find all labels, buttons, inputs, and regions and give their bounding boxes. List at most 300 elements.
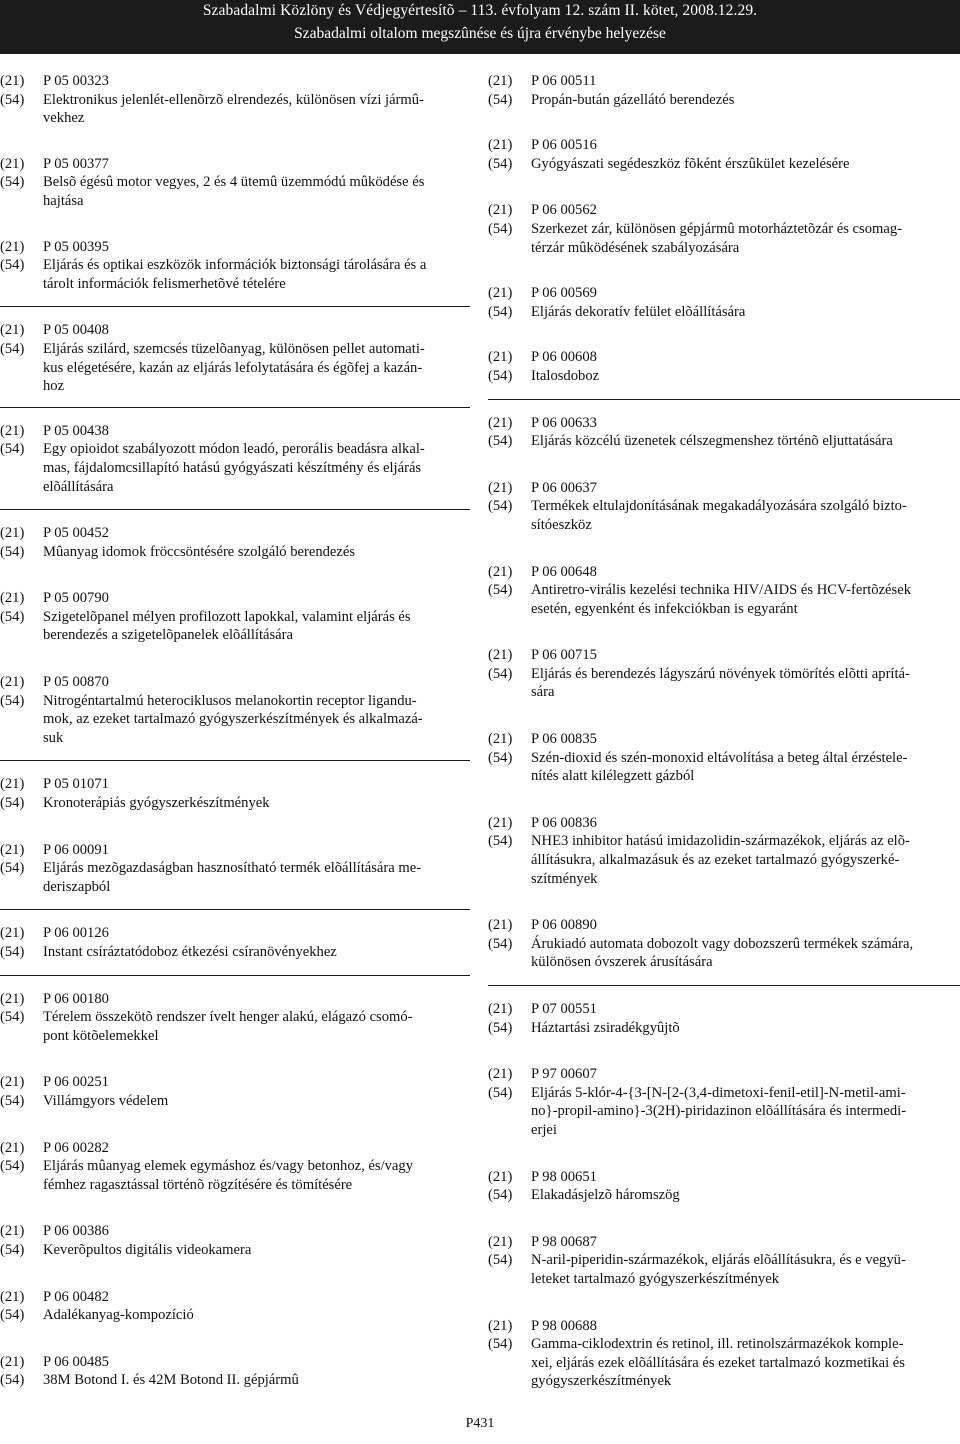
title-code: (54) xyxy=(0,692,25,709)
patent-entry xyxy=(0,321,470,407)
application-number: P 98 00688 xyxy=(531,1317,597,1334)
app-number-code: (21) xyxy=(0,525,25,542)
patent-title-line: Háztartási zsiradékgyûjtõ xyxy=(531,1019,680,1036)
title-code: (54) xyxy=(0,1241,25,1258)
app-number-code: (21) xyxy=(488,731,513,748)
entry-row xyxy=(488,155,960,174)
title-code: (54) xyxy=(0,543,25,560)
app-number-code: (21) xyxy=(0,776,25,793)
indent xyxy=(488,1121,531,1140)
app-number-code: (21) xyxy=(0,73,25,89)
entry-row xyxy=(488,749,960,768)
application-number: P 06 00126 xyxy=(43,925,109,942)
indent xyxy=(0,275,43,294)
indent xyxy=(0,710,43,729)
patent-title-line: hajtása xyxy=(43,192,84,209)
app-number-code: (21) xyxy=(488,1233,513,1250)
entry-row xyxy=(0,524,470,543)
entry-row xyxy=(0,1176,470,1195)
section-title: Szabadalmi oltalom megszûnése és újra érvénybe helyezése xyxy=(294,25,666,42)
app-number-code: (21) xyxy=(488,285,513,302)
patent-entry xyxy=(0,155,470,211)
application-number: P 06 00282 xyxy=(43,1139,109,1156)
patent-entry xyxy=(488,1065,960,1139)
title-code: (54) xyxy=(0,1307,25,1324)
entry-row xyxy=(488,1000,960,1019)
patent-entry xyxy=(0,589,470,645)
indent xyxy=(0,1027,43,1046)
indent xyxy=(488,239,531,258)
page-header xyxy=(0,0,960,54)
right-column xyxy=(488,72,960,1391)
app-number-code: (21) xyxy=(0,422,25,439)
application-number: P 05 00323 xyxy=(43,73,109,89)
entry-row xyxy=(488,916,960,935)
entry-row xyxy=(488,1354,960,1373)
title-code: (54) xyxy=(488,220,513,237)
patent-entry xyxy=(488,414,960,451)
entry-row xyxy=(0,608,470,627)
entry-row xyxy=(0,478,470,497)
patent-title-line: leteket tartalmazó gyógyszerkészítmények xyxy=(531,1270,779,1287)
indent xyxy=(0,192,43,211)
patent-title-line: Nitrogéntartalmú heterociklusos melanokortin receptor ligandu- xyxy=(43,692,417,709)
page-number: P431 xyxy=(465,1416,495,1431)
indent xyxy=(488,870,531,889)
entry-row xyxy=(0,91,470,110)
patent-title-line: tárolt információk felismerhetõvé tételére xyxy=(43,275,286,292)
app-number-code: (21) xyxy=(488,917,513,934)
title-code: (54) xyxy=(0,174,25,191)
patent-title-line: Eljárás dekoratív felület elõállítására xyxy=(531,303,746,320)
patent-entry xyxy=(0,238,470,308)
patent-entry xyxy=(488,479,960,535)
app-number-code: (21) xyxy=(488,647,513,664)
title-code: (54) xyxy=(488,935,513,952)
title-code: (54) xyxy=(488,1019,513,1036)
journal-title: Szabadalmi Közlöny és Védjegyértesítõ – 113. évfolyam 12. szám II. kötet, 2008.12.29. xyxy=(202,2,758,19)
indent xyxy=(0,1176,43,1195)
entry-row xyxy=(488,239,960,258)
title-code: (54) xyxy=(0,944,25,960)
application-number: P 06 00091 xyxy=(43,841,109,858)
entry-row xyxy=(0,256,470,275)
patent-title-line: Kronoterápiás gyógyszerkészítmények xyxy=(43,795,270,812)
patent-title-line: Egy opioidot szabályozott módon leadó, perorális beadásra alkal- xyxy=(43,441,425,458)
entry-row xyxy=(0,321,470,340)
application-number: P 05 00408 xyxy=(43,322,109,339)
application-number: P 06 00890 xyxy=(531,917,597,934)
indent xyxy=(0,359,43,378)
entry-row xyxy=(488,1102,960,1121)
patent-title-line: Szerkezet zár, különösen gépjármû motorháztetõzár és csomag- xyxy=(531,220,902,237)
app-number-code: (21) xyxy=(0,674,25,691)
entry-row xyxy=(0,238,470,257)
entry-row xyxy=(488,1186,960,1205)
patent-title-line: térzár mûködésének szabályozására xyxy=(531,239,740,256)
entry-row xyxy=(0,710,470,729)
application-number: P 05 00377 xyxy=(43,155,109,172)
app-number-code: (21) xyxy=(0,990,25,1007)
title-code: (54) xyxy=(488,303,513,320)
indent xyxy=(0,626,43,645)
title-code: (54) xyxy=(488,1187,513,1204)
entry-row xyxy=(0,459,470,478)
app-number-code: (21) xyxy=(0,238,25,255)
patent-title-line: hoz xyxy=(43,378,65,395)
indent xyxy=(488,1102,531,1121)
indent xyxy=(0,478,43,497)
entry-row xyxy=(0,173,470,192)
application-number: P 05 00452 xyxy=(43,525,109,542)
entry-row xyxy=(0,673,470,692)
patent-title-line: 38M Botond I. és 42M Botond II. gépjármû xyxy=(43,1372,299,1389)
patent-title-line: sára xyxy=(531,684,555,701)
entry-row xyxy=(488,1317,960,1336)
entry-row xyxy=(488,563,960,582)
entry-row xyxy=(0,192,470,211)
title-code: (54) xyxy=(488,582,513,599)
entry-row xyxy=(0,794,470,813)
application-number: P 06 00715 xyxy=(531,647,597,664)
application-number: P 06 00633 xyxy=(531,414,597,431)
entry-row xyxy=(488,935,960,954)
indent xyxy=(0,109,43,128)
patent-entry xyxy=(488,1000,960,1037)
entry-row xyxy=(488,1019,960,1038)
patent-title-line: Szén-dioxid és szén-monoxid eltávolítása a beteg által érzéstele- xyxy=(531,749,908,766)
entry-row xyxy=(488,516,960,535)
app-number-code: (21) xyxy=(0,841,25,858)
app-number-code: (21) xyxy=(488,349,513,366)
title-code: (54) xyxy=(488,155,513,172)
entry-row xyxy=(0,1353,470,1372)
entry-row xyxy=(488,479,960,498)
patent-title-line: Szigetelõpanel mélyen profilozott lapokkal, valamint eljárás és xyxy=(43,608,411,625)
entry-row xyxy=(0,1371,470,1390)
patent-title-line: Eljárás mezõgazdaságban hasznosítható termék elõállítására me- xyxy=(43,860,422,877)
entry-row xyxy=(0,377,470,396)
entry-row xyxy=(0,543,470,562)
patent-entry xyxy=(488,916,960,986)
patent-title-line: mok, az ezeket tartalmazó gyógyszerkészítmények és alkalmazá- xyxy=(43,711,423,728)
patent-entry xyxy=(488,563,960,619)
patent-entry xyxy=(0,1222,470,1259)
title-code: (54) xyxy=(0,441,25,458)
entry-row xyxy=(488,1168,960,1187)
patent-entry xyxy=(0,72,470,128)
entry-row xyxy=(0,589,470,608)
app-number-code: (21) xyxy=(0,1223,25,1240)
application-number: P 07 00551 xyxy=(531,1001,597,1017)
title-code: (54) xyxy=(488,833,513,850)
patent-title-line: állításukra, alkalmazásuk és az ezeket tartalmazó gyógyszerké- xyxy=(531,852,900,869)
patent-title-line: különösen óvszerek árusítására xyxy=(531,954,713,971)
application-number: P 06 00562 xyxy=(531,202,597,219)
entry-row xyxy=(488,953,960,972)
entry-row xyxy=(488,432,960,451)
entry-row xyxy=(0,1241,470,1260)
patent-title-line: Italosdoboz xyxy=(531,367,600,384)
patent-title-line: no}-propil-amino}-3(2H)-piridazinon elõállítására és intermedi- xyxy=(531,1103,907,1120)
indent xyxy=(488,1372,531,1391)
entry-row xyxy=(488,851,960,870)
entry-row xyxy=(0,72,470,91)
application-number: P 06 00569 xyxy=(531,285,597,302)
patent-title-line: NHE3 inhibitor hatású imidazolidin-származékok, eljárás az elõ- xyxy=(531,833,910,850)
application-number: P 05 00870 xyxy=(43,674,109,691)
title-code: (54) xyxy=(0,860,25,877)
patent-title-line: Propán-bután gázellátó berendezés xyxy=(531,91,735,108)
app-number-code: (21) xyxy=(488,1168,513,1185)
entry-row xyxy=(488,72,960,91)
patent-title-line: suk xyxy=(43,729,64,746)
entry-row xyxy=(488,683,960,702)
patent-entry xyxy=(0,1139,470,1195)
app-number-code: (21) xyxy=(0,1353,25,1370)
app-number-code: (21) xyxy=(488,202,513,219)
app-number-code: (21) xyxy=(488,814,513,831)
entry-row xyxy=(488,814,960,833)
patent-entry xyxy=(488,814,960,888)
entry-row xyxy=(0,440,470,459)
patent-title-line: Árukiadó automata dobozolt vagy dobozszerû termékek számára, xyxy=(531,935,914,952)
patent-title-line: Belsõ égésû motor vegyes, 2 és 4 ütemû üzemmódú mûködése és xyxy=(43,174,425,191)
entry-row xyxy=(0,1157,470,1176)
patent-entry xyxy=(0,1073,470,1110)
application-number: P 98 00687 xyxy=(531,1233,597,1250)
app-number-code: (21) xyxy=(488,563,513,580)
patent-title-line: Eljárás és berendezés lágyszárú növények tömörítés elõtti aprítá- xyxy=(531,665,910,682)
entry-row xyxy=(0,626,470,645)
patent-title-line: szítmények xyxy=(531,870,598,887)
entry-row xyxy=(0,340,470,359)
patent-entry xyxy=(0,841,470,911)
title-code: (54) xyxy=(488,1336,513,1353)
application-number: P 06 00251 xyxy=(43,1074,109,1091)
patent-title-line: Gamma-ciklodextrin és retinol, ill. retinolszármazékok komple- xyxy=(531,1336,904,1353)
entry-row xyxy=(488,832,960,851)
entry-row xyxy=(488,91,960,110)
patent-title-line: Gyógyászati segédeszköz fõként érszûkület kezelésére xyxy=(531,155,850,172)
patent-title-line: pont kötõelemekkel xyxy=(43,1027,159,1044)
patent-title-line: Villámgyors védelem xyxy=(43,1092,169,1109)
patent-entry xyxy=(488,136,960,173)
patent-title-line: deriszapból xyxy=(43,878,111,895)
application-number: P 97 00607 xyxy=(531,1066,597,1083)
patent-title-line: Adalékanyag-kompozíció xyxy=(43,1307,194,1324)
patent-title-line: gyógyszerkészítmények xyxy=(531,1373,672,1390)
entry-row xyxy=(0,1027,470,1046)
entry-row xyxy=(0,1306,470,1325)
entry-row xyxy=(488,1372,960,1391)
patent-title-line: Elakadásjelzõ háromszög xyxy=(531,1187,680,1204)
patent-title-line: elõállítására xyxy=(43,478,114,495)
entry-row xyxy=(488,1084,960,1103)
patent-title-line: Eljárás 5-klór-4-{3-[N-[2-(3,4-dimetoxi-fenil-etil]-N-metil-ami- xyxy=(531,1084,906,1101)
application-number: P 06 00836 xyxy=(531,814,597,831)
app-number-code: (21) xyxy=(0,925,25,942)
indent xyxy=(0,377,43,396)
patent-title-line: Eljárás és optikai eszközök információk biztonsági tárolására és a xyxy=(43,257,427,274)
entry-row xyxy=(488,367,960,386)
application-number: P 06 00511 xyxy=(531,73,597,89)
entry-row xyxy=(0,1222,470,1241)
patent-title-line: Eljárás közcélú üzenetek célszegmenshez történõ eljuttatására xyxy=(531,433,893,450)
entry-row xyxy=(0,155,470,174)
entry-row xyxy=(488,1251,960,1270)
entry-row xyxy=(488,201,960,220)
entry-row xyxy=(488,220,960,239)
patent-title-line: Antiretro-virális kezelési technika HIV/AIDS és HCV-fertõzések xyxy=(531,582,911,599)
patent-title-line: N-aril-piperidin-származékok, eljárás elõállításukra, és e vegyü- xyxy=(531,1252,906,1269)
entry-row xyxy=(0,859,470,878)
indent xyxy=(0,878,43,897)
app-number-code: (21) xyxy=(488,414,513,431)
application-number: P 05 00395 xyxy=(43,238,109,255)
title-code: (54) xyxy=(0,257,25,274)
app-number-code: (21) xyxy=(488,73,513,89)
title-code: (54) xyxy=(0,1372,25,1389)
entry-row xyxy=(0,990,470,1009)
patent-entry xyxy=(0,524,470,561)
patent-title-line: fémhez ragasztással történõ rögzítésére és tömítésére xyxy=(43,1176,353,1193)
patent-title-line: Eljárás mûanyag elemek egymáshoz és/vagy betonhoz, és/vagy xyxy=(43,1158,413,1175)
title-code: (54) xyxy=(488,1084,513,1101)
patent-title-line: nítés alatt kilélegzett gázból xyxy=(531,768,695,785)
patent-title-line: vekhez xyxy=(43,110,85,127)
app-number-code: (21) xyxy=(488,1317,513,1334)
patent-entry xyxy=(0,422,470,510)
patent-title-line: mas, fájdalomcsillapító hatású gyógyászati készítmény és eljárás xyxy=(43,459,422,476)
app-number-code: (21) xyxy=(488,1001,513,1017)
patent-entry xyxy=(0,1353,470,1390)
entry-row xyxy=(0,1092,470,1111)
entry-row xyxy=(0,1073,470,1092)
app-number-code: (21) xyxy=(0,1139,25,1156)
entry-row xyxy=(0,359,470,378)
patent-entry xyxy=(488,1317,960,1391)
patent-entry xyxy=(0,990,470,1046)
patent-entry xyxy=(488,646,960,702)
entry-row xyxy=(0,275,470,294)
entry-row xyxy=(488,136,960,155)
indent xyxy=(488,516,531,535)
entry-row xyxy=(488,1121,960,1140)
patent-title-line: berendezés a szigetelõpanelek elõállítására xyxy=(43,627,293,644)
entry-row xyxy=(0,729,470,748)
entry-row xyxy=(0,943,470,962)
entry-row xyxy=(488,303,960,322)
patent-title-line: Mûanyag idomok fröccsöntésére szolgáló berendezés xyxy=(43,543,356,560)
patent-title-line: xei, eljárás ezek elõállítására és ezeket tartalmazó kozmetikai és xyxy=(531,1354,905,1371)
patent-title-line: Termékek eltulajdonításának megakadályozására szolgáló bizto- xyxy=(531,498,907,515)
indent xyxy=(488,851,531,870)
title-code: (54) xyxy=(488,1252,513,1269)
entry-row xyxy=(488,414,960,433)
application-number: P 98 00651 xyxy=(531,1168,597,1185)
entry-row xyxy=(488,497,960,516)
application-number: P 06 00485 xyxy=(43,1353,109,1370)
title-code: (54) xyxy=(0,1092,25,1109)
patent-entry xyxy=(488,348,960,399)
entry-row xyxy=(0,1139,470,1158)
app-number-code: (21) xyxy=(488,479,513,496)
entry-row xyxy=(488,1233,960,1252)
entry-row xyxy=(0,1288,470,1307)
patent-entry xyxy=(0,775,470,812)
entry-row xyxy=(0,109,470,128)
indent xyxy=(488,1270,531,1289)
app-number-code: (21) xyxy=(0,590,25,607)
application-number: P 05 00790 xyxy=(43,590,109,607)
patent-entry xyxy=(0,1288,470,1325)
indent xyxy=(488,683,531,702)
title-code: (54) xyxy=(0,91,25,108)
patent-title-line: esetén, egyenként és infekciókban is egyaránt xyxy=(531,600,798,617)
patent-title-line: sítóeszköz xyxy=(531,516,592,533)
title-code: (54) xyxy=(488,749,513,766)
application-number: P 05 01071 xyxy=(43,776,109,793)
application-number: P 06 00386 xyxy=(43,1223,109,1240)
app-number-code: (21) xyxy=(0,322,25,339)
title-code: (54) xyxy=(0,795,25,812)
entry-row xyxy=(488,348,960,367)
entry-row xyxy=(0,878,470,897)
indent xyxy=(488,600,531,619)
patent-entry xyxy=(488,730,960,786)
patent-entry xyxy=(488,1233,960,1289)
patent-title-line: Elektronikus jelenlét-ellenõrzõ elrendezés, különösen vízi jármû- xyxy=(43,91,424,108)
app-number-code: (21) xyxy=(0,1074,25,1091)
title-code: (54) xyxy=(488,498,513,515)
application-number: P 06 00835 xyxy=(531,731,597,748)
entry-row xyxy=(488,767,960,786)
entry-row xyxy=(488,1335,960,1354)
entry-row xyxy=(0,1008,470,1027)
patent-entry xyxy=(488,201,960,257)
app-number-code: (21) xyxy=(488,1066,513,1083)
entry-row xyxy=(488,1270,960,1289)
application-number: P 05 00438 xyxy=(43,422,109,439)
entry-row xyxy=(0,775,470,794)
entry-row xyxy=(488,646,960,665)
application-number: P 06 00648 xyxy=(531,563,597,580)
app-number-code: (21) xyxy=(488,137,513,154)
title-code: (54) xyxy=(488,665,513,682)
entry-row xyxy=(488,665,960,684)
patent-entry xyxy=(488,72,960,109)
patent-title-line: erjei xyxy=(531,1121,557,1138)
title-code: (54) xyxy=(488,433,513,450)
entry-row xyxy=(488,600,960,619)
entry-row xyxy=(0,692,470,711)
entry-row xyxy=(488,730,960,749)
entry-row xyxy=(488,870,960,889)
entry-row xyxy=(0,841,470,860)
patent-title-line: kus elégetésére, kazán az eljárás lefolytatására és égõfej a kazán- xyxy=(43,359,423,376)
patent-title-line: Térelem összekötõ rendszer ívelt henger alakú, elágazó csomó- xyxy=(43,1009,413,1026)
app-number-code: (21) xyxy=(0,155,25,172)
title-code: (54) xyxy=(0,1158,25,1175)
title-code: (54) xyxy=(488,91,513,108)
left-column xyxy=(0,72,470,1390)
application-number: P 06 00608 xyxy=(531,349,597,366)
patent-entry xyxy=(0,673,470,761)
patent-title-line: Keverõpultos digitális videokamera xyxy=(43,1241,252,1258)
title-code: (54) xyxy=(0,608,25,625)
entry-row xyxy=(488,284,960,303)
